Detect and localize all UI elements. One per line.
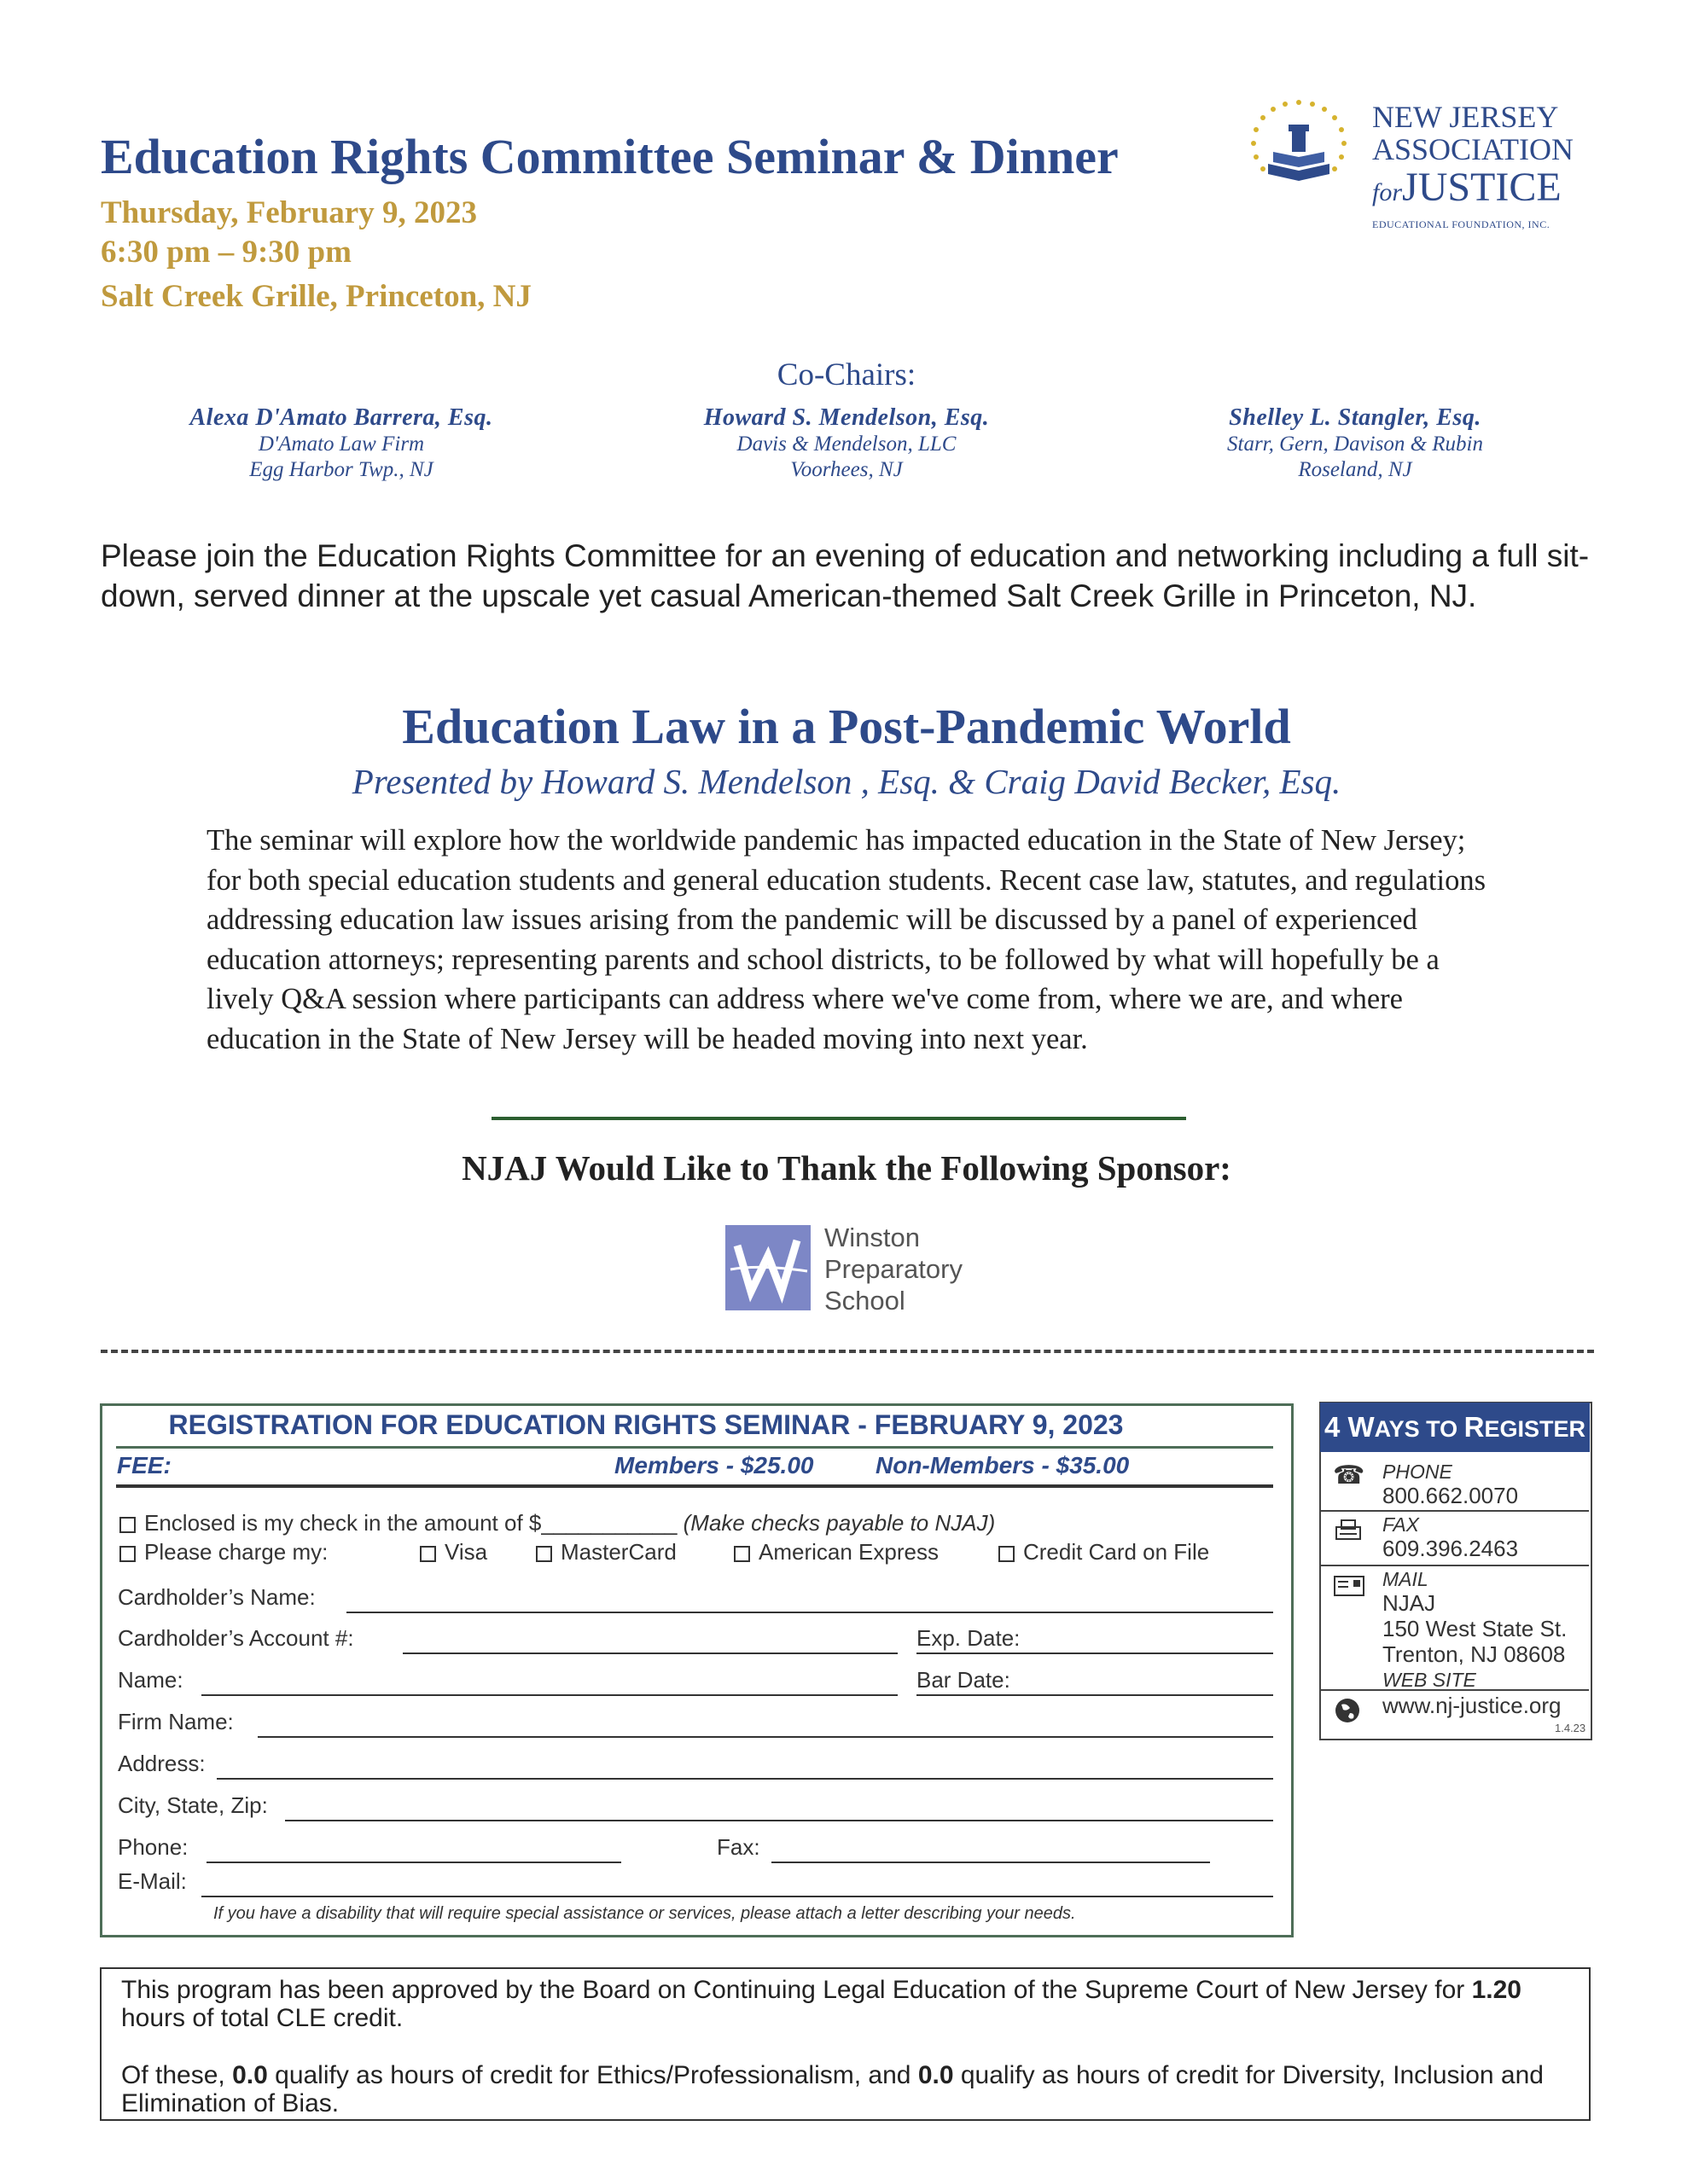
sponsor-name-line: School bbox=[824, 1286, 905, 1316]
ways-to-register-title bbox=[1320, 1403, 1590, 1452]
sponsor-name bbox=[824, 1222, 963, 1316]
registration-title: REGISTRATION FOR EDUCATION RIGHTS SEMINAR - FEBRUARY 9, 2023 bbox=[168, 1409, 1124, 1440]
cle-approval-text bbox=[121, 1976, 1572, 2032]
cardholder-account-field[interactable] bbox=[403, 1653, 898, 1654]
disability-note: If you have a disability that will require special assistance or services, please attach a letter describing your needs. bbox=[213, 1904, 1076, 1923]
bar-date-label: Bar Date: bbox=[916, 1667, 1010, 1693]
cochair-name: Howard S. Mendelson, Esq. bbox=[703, 404, 990, 431]
fax-icon bbox=[1333, 1515, 1364, 1553]
logo-line-justice: JUSTICE bbox=[1402, 165, 1562, 210]
mail-icon bbox=[1333, 1573, 1365, 1606]
mail-city: Trenton, NJ 08608 bbox=[1382, 1641, 1566, 1667]
email-label: E-Mail: bbox=[118, 1868, 187, 1894]
logo-for: for bbox=[1372, 178, 1403, 206]
phone-icon: ☎ bbox=[1333, 1461, 1365, 1490]
card-on-file-label: Credit Card on File bbox=[1023, 1539, 1210, 1565]
phone-field[interactable] bbox=[207, 1862, 621, 1863]
exp-date-label: Exp. Date: bbox=[916, 1625, 1021, 1651]
website-method-label: WEB SITE bbox=[1382, 1669, 1476, 1691]
winston-logo-icon bbox=[725, 1225, 811, 1310]
fax-method-label: FAX bbox=[1382, 1513, 1420, 1536]
seminar-description: The seminar will explore how the worldwide pandemic has impacted education in the State of New Jersey; for both special education students and general education students. Recent case law, statutes, and regulations addressing education law issues arising from the pandemic will be discussed by a panel of experienced education attorneys; representing parents and school districts, to be followed by what will hopefully be a lively Q&A session where participants can address where we've come from, where we are, and where education in the State of New Jersey will be headed moving into next year. bbox=[207, 824, 1486, 1055]
mastercard-checkbox[interactable] bbox=[536, 1546, 552, 1562]
amex-option[interactable] bbox=[734, 1539, 939, 1565]
cochairs-heading: Co-Chairs: bbox=[777, 357, 916, 392]
cochair-place: Egg Harbor Twp., NJ bbox=[249, 458, 433, 481]
member-fee: Members - $25.00 bbox=[614, 1452, 814, 1478]
ways-title-part: 4 W bbox=[1324, 1411, 1375, 1443]
event-time: 6:30 pm – 9:30 pm bbox=[101, 235, 352, 270]
cochair-3 bbox=[1116, 404, 1594, 483]
divider bbox=[116, 1484, 1273, 1488]
fax-number: 609.396.2463 bbox=[1382, 1536, 1519, 1561]
mail-name: NJAJ bbox=[1382, 1590, 1436, 1616]
visa-checkbox[interactable] bbox=[420, 1546, 436, 1562]
cle-text-part: qualify as hours of credit for Diversity, Inclusion and Elimination of Bias. bbox=[121, 2061, 1544, 2117]
cochair-1 bbox=[102, 404, 580, 483]
check-checkbox[interactable] bbox=[119, 1517, 136, 1533]
cochair-firm: Starr, Gern, Davison & Rubin bbox=[1227, 433, 1483, 456]
divider bbox=[1321, 1689, 1589, 1691]
njaj-logo bbox=[1372, 101, 1574, 231]
check-option bbox=[119, 1510, 995, 1536]
check-note: (Make checks payable to NJAJ) bbox=[683, 1510, 996, 1536]
phone-label: Phone: bbox=[118, 1834, 189, 1860]
mastercard-label: MasterCard bbox=[561, 1539, 677, 1565]
seminar-title: Education Law in a Post-Pandemic World bbox=[402, 699, 1291, 754]
address-field[interactable] bbox=[217, 1778, 1273, 1780]
ways-title-part: AYS TO bbox=[1374, 1416, 1464, 1442]
cochair-name: Shelley L. Stangler, Esq. bbox=[1229, 404, 1481, 431]
phone-method-label: PHONE bbox=[1382, 1461, 1452, 1483]
cle-total-hours: 1.20 bbox=[1471, 1976, 1521, 2004]
ways-title-part: R bbox=[1463, 1411, 1485, 1443]
version-code: 1.4.23 bbox=[1555, 1722, 1586, 1734]
card-on-file-option[interactable] bbox=[998, 1539, 1209, 1565]
cle-text-part: Of these, bbox=[121, 2061, 233, 2089]
logo-line-association: ASSOCIATION bbox=[1372, 132, 1574, 166]
cle-text-part: hours of total CLE credit. bbox=[121, 2004, 404, 2032]
ways-title-part: EGISTER bbox=[1484, 1416, 1586, 1442]
cochair-firm: Davis & Mendelson, LLC bbox=[736, 433, 957, 456]
phone-number: 800.662.0070 bbox=[1382, 1483, 1519, 1508]
bar-date-field[interactable] bbox=[916, 1694, 1273, 1696]
cle-text-part: qualify as hours of credit for Ethics/Professionalism, and bbox=[267, 2061, 918, 2089]
visa-option[interactable] bbox=[420, 1539, 487, 1565]
njaj-logo-emblem-icon bbox=[1239, 96, 1358, 198]
cut-line bbox=[101, 1350, 1594, 1353]
name-field[interactable] bbox=[201, 1694, 898, 1696]
mail-method-label: MAIL bbox=[1382, 1568, 1428, 1590]
check-text: Enclosed is my check in the amount of $___________ bbox=[144, 1510, 678, 1536]
website-link[interactable]: www.nj-justice.org bbox=[1382, 1693, 1562, 1718]
amex-checkbox[interactable] bbox=[734, 1546, 750, 1562]
cochair-place: Voorhees, NJ bbox=[790, 458, 903, 481]
event-location: Salt Creek Grille, Princeton, NJ bbox=[101, 279, 532, 314]
charge-checkbox[interactable] bbox=[119, 1546, 136, 1562]
mail-street: 150 West State St. bbox=[1382, 1616, 1568, 1641]
sponsor-name-line: Winston bbox=[824, 1223, 920, 1252]
cochair-name: Alexa D'Amato Barrera, Esq. bbox=[189, 404, 493, 431]
seminar-presenters: Presented by Howard S. Mendelson , Esq. & Craig David Becker, Esq. bbox=[352, 762, 1341, 801]
cochair-2 bbox=[608, 404, 1085, 483]
email-field[interactable] bbox=[201, 1896, 1273, 1897]
fee-label: FEE: bbox=[117, 1452, 172, 1478]
cochair-firm: D'Amato Law Firm bbox=[258, 433, 425, 456]
visa-label: Visa bbox=[445, 1539, 488, 1565]
cle-text-part: This program has been approved by the Board on Continuing Legal Education of the Supreme Court of New Jersey for bbox=[121, 1976, 1472, 2004]
firm-name-field[interactable] bbox=[258, 1736, 1273, 1738]
divider bbox=[116, 1446, 1273, 1449]
cardholder-account-label: Cardholder’s Account #: bbox=[118, 1625, 354, 1651]
cle-breakdown-text bbox=[121, 2061, 1572, 2117]
cle-diversity-hours: 0.0 bbox=[917, 2061, 954, 2089]
cle-ethics-hours: 0.0 bbox=[232, 2061, 268, 2089]
sponsor-name-line: Preparatory bbox=[824, 1254, 963, 1284]
charge-option bbox=[119, 1539, 328, 1565]
cardholder-name-field[interactable] bbox=[346, 1612, 1273, 1613]
fax-label: Fax: bbox=[717, 1834, 760, 1860]
divider bbox=[492, 1117, 1186, 1120]
card-on-file-checkbox[interactable] bbox=[998, 1546, 1015, 1562]
city-field[interactable] bbox=[285, 1820, 1273, 1821]
address-label: Address: bbox=[118, 1751, 206, 1776]
sponsor-thanks: NJAJ Would Like to Thank the Following Sponsor: bbox=[462, 1148, 1231, 1188]
mastercard-option[interactable] bbox=[536, 1539, 677, 1565]
globe-icon bbox=[1333, 1696, 1362, 1732]
logo-line-foundation: EDUCATIONAL FOUNDATION, INC. bbox=[1372, 218, 1550, 230]
charge-text: Please charge my: bbox=[144, 1539, 329, 1565]
logo-line-new-jersey: NEW JERSEY bbox=[1372, 100, 1559, 134]
exp-date-field[interactable] bbox=[916, 1653, 1273, 1654]
name-label: Name: bbox=[118, 1667, 183, 1693]
intro-paragraph: Please join the Education Rights Committee for an evening of education and networking including a full sit-down, served dinner at the upscale yet casual American-themed Salt Creek Grille in Princeton, NJ. bbox=[101, 538, 1590, 613]
fax-field[interactable] bbox=[771, 1862, 1210, 1863]
cochair-place: Roseland, NJ bbox=[1298, 458, 1412, 481]
event-date: Thursday, February 9, 2023 bbox=[101, 195, 477, 230]
firm-name-label: Firm Name: bbox=[118, 1709, 234, 1734]
divider bbox=[1321, 1510, 1589, 1512]
city-label: City, State, Zip: bbox=[118, 1792, 268, 1818]
amex-label: American Express bbox=[759, 1539, 939, 1565]
event-title: Education Rights Committee Seminar & Dinner bbox=[101, 129, 1119, 184]
cardholder-name-label: Cardholder’s Name: bbox=[118, 1584, 316, 1610]
divider bbox=[1321, 1565, 1589, 1566]
nonmember-fee: Non-Members - $35.00 bbox=[876, 1452, 1130, 1478]
registration-form bbox=[100, 1403, 1294, 1937]
